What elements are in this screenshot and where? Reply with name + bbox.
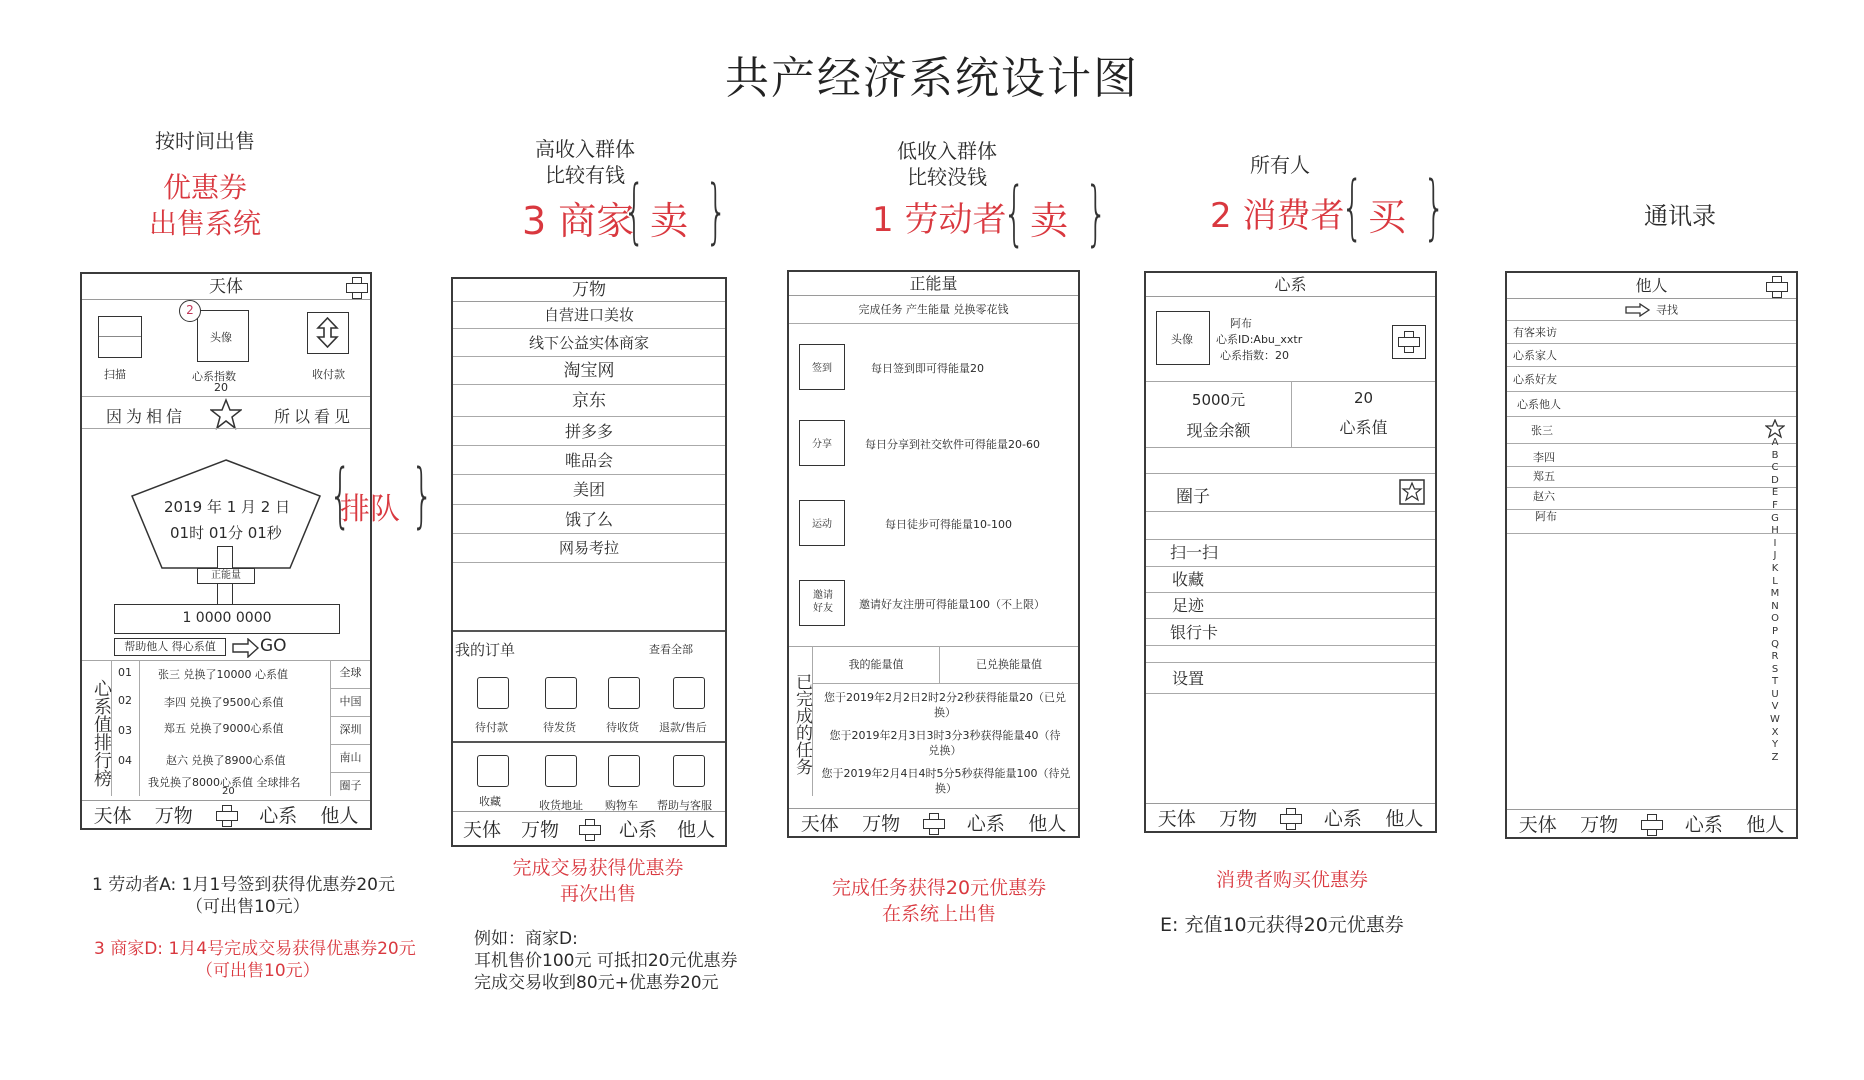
index-letter[interactable]: M (1770, 588, 1780, 600)
leaderboard-title: 心系值排行榜 (82, 660, 112, 796)
tab-wanwu[interactable]: 万物 (862, 813, 901, 835)
refund-icon[interactable] (673, 677, 705, 709)
scope-tab-global[interactable]: 全球 (339, 666, 362, 679)
annotation-laborer-a-note: （可出售10元） (186, 897, 310, 917)
task-desc: 每日签到即可得能量20 (871, 362, 984, 375)
col1-header: 按时间出售 (155, 129, 255, 153)
group-visitors[interactable]: 有客来访 (1507, 321, 1796, 344)
store-item[interactable]: 淘宝网 (453, 357, 725, 385)
index-letter[interactable]: O (1771, 613, 1779, 625)
panel-title: 天体 (82, 274, 370, 300)
payment-icon[interactable] (307, 312, 349, 354)
tab-xinxi[interactable]: 心系 (1684, 814, 1723, 836)
task-icon-label: 邀请好友 (813, 590, 833, 614)
add-tab-icon[interactable] (1280, 808, 1300, 828)
tab-wanwu[interactable]: 万物 (154, 805, 193, 827)
profile-menu (1146, 539, 1435, 694)
store-item[interactable]: 京东 (453, 385, 725, 417)
annotation-resell-2: 再次出售 (559, 883, 636, 905)
leaderboard-entry: 赵六 兑换了8900心系值 (166, 754, 286, 767)
index-letter[interactable]: F (1772, 499, 1778, 511)
col2-role (522, 190, 634, 245)
bottom-tabbar (789, 808, 1078, 836)
tab-tianti[interactable]: 天体 (1518, 814, 1557, 836)
col5-header: 通讯录 (1644, 202, 1716, 230)
brace-left: { (329, 454, 352, 536)
phone-others (1505, 271, 1798, 839)
index-letter[interactable]: E (1771, 487, 1779, 499)
service-label: 收藏 (479, 795, 501, 808)
star-icon[interactable] (210, 398, 242, 430)
annotation-consumer-e: E: 充值10元获得20元优惠券 (1160, 914, 1404, 936)
index-letter[interactable]: V (1771, 701, 1779, 713)
col2-header-2: 比较有钱 (545, 163, 625, 187)
col4-action: 买 (1368, 195, 1407, 239)
col3-header-1: 低收入群体 (897, 139, 997, 163)
contact-list (1507, 417, 1796, 534)
tab-wanwu[interactable]: 万物 (1219, 808, 1258, 830)
menu-favorites[interactable]: 收藏 (1146, 567, 1435, 593)
index-letter[interactable]: U (1771, 688, 1779, 700)
bottom-tabbar (453, 811, 725, 845)
scope-tab-circle[interactable]: 圈子 (331, 772, 370, 796)
index-letter[interactable]: D (1771, 474, 1779, 486)
scope-tab-china[interactable]: 中国 (331, 688, 370, 716)
col4-role (1210, 188, 1344, 237)
energy-record: 您于2019年2月2日2时2分2秒获得能量20（已兑换） (824, 691, 1066, 719)
role-number: 3 (522, 199, 547, 243)
menu-footprints[interactable]: 足迹 (1146, 593, 1435, 619)
phone-xinxi (1144, 271, 1437, 833)
add-tab-icon[interactable] (1641, 814, 1661, 834)
index-letter[interactable]: P (1771, 625, 1779, 637)
pending-payment-icon[interactable] (477, 677, 509, 709)
task-icon-label: 分享 (812, 439, 832, 450)
avatar-label: 头像 (1171, 333, 1193, 346)
brace-right: } (1423, 166, 1446, 248)
energy-counter: 1 0000 0000 (114, 604, 340, 634)
tab-xinxi[interactable]: 心系 (618, 819, 657, 841)
annotation-example-1: 例如：商家D: (474, 929, 578, 949)
add-contact-icon[interactable] (1766, 276, 1786, 300)
energy-record: 您于2019年2月3日3时3分3秒获得能量40（待兑换） (829, 729, 1061, 757)
index-letter[interactable]: Z (1771, 751, 1779, 763)
address-icon[interactable] (545, 755, 577, 787)
tab-wanwu[interactable]: 万物 (1580, 814, 1619, 836)
index-letter[interactable]: N (1771, 600, 1779, 612)
phone-wanwu (451, 277, 727, 847)
service-label: 收货地址 (539, 799, 583, 812)
heart-value: 20 (1353, 389, 1374, 407)
tab-xinxi[interactable]: 心系 (259, 805, 298, 827)
help-others-button[interactable]: 帮助他人 得心系值 (114, 638, 226, 656)
col3-action: 卖 (1030, 199, 1069, 243)
go-label[interactable]: GO (260, 636, 287, 656)
leaderboard-entry: 李四 兑换了9500心系值 (164, 696, 284, 709)
tab-xinxi[interactable]: 心系 (966, 813, 1005, 835)
store-item[interactable]: 拼多多 (453, 417, 725, 446)
index-letter[interactable]: J (1773, 550, 1777, 562)
energy-record: 您于2019年2月4日4时5分5秒获得能量100（待兑换） (821, 767, 1071, 795)
circle-label: 圈子 (1176, 487, 1210, 507)
leaderboard-entry: 郑五 兑换了9000心系值 (164, 722, 284, 735)
scope-tabs (330, 660, 370, 796)
annotation-task-1: 完成任务获得20元优惠券 (831, 877, 1047, 899)
scan-icon[interactable] (98, 316, 142, 358)
rank-number: 02 (118, 694, 132, 707)
index-letter[interactable]: G (1771, 512, 1779, 524)
panel-title: 万物 (453, 279, 725, 302)
heart-label: 心系值 (1339, 418, 1388, 437)
brace-left: { (1003, 172, 1026, 254)
task-desc: 每日分享到社交软件可得能量20-60 (865, 438, 1040, 451)
heart-value-cell[interactable] (1292, 381, 1435, 447)
role-number: 1 (872, 200, 894, 240)
up-down-arrow-icon (308, 313, 347, 352)
store-list (453, 302, 725, 563)
index-letter[interactable]: R (1771, 651, 1779, 663)
orders-title: 我的订单 (455, 641, 516, 659)
avatar[interactable] (1156, 311, 1210, 365)
tab-taren[interactable]: 他人 (320, 805, 359, 827)
tab-wanwu[interactable]: 万物 (520, 819, 559, 841)
add-icon[interactable] (346, 277, 366, 301)
group-friends[interactable]: 心系好友 (1507, 367, 1796, 392)
index-letter[interactable]: Y (1771, 739, 1779, 751)
scope-tab-nanshan[interactable]: 南山 (331, 744, 370, 772)
store-item[interactable]: 唯品会 (453, 446, 725, 475)
annotation-example-3: 完成交易收到80元+优惠券20元 (474, 973, 719, 993)
pending-receipt-icon[interactable] (608, 677, 640, 709)
pending-shipment-icon[interactable] (545, 677, 577, 709)
annotation-example-2: 耳机售价100元 可抵扣20元优惠券 (474, 951, 738, 971)
scope-tab-shenzhen[interactable]: 深圳 (331, 716, 370, 744)
contact-item[interactable]: 阿布 (1507, 510, 1796, 534)
order-label: 待发货 (543, 721, 576, 734)
heart-index-label: 心系指数 (192, 370, 236, 383)
view-all-orders-link[interactable]: 查看全部 (649, 643, 693, 656)
exchanged-energy-column[interactable]: 已兑换能量值 (940, 646, 1078, 684)
alphabet-index[interactable] (1767, 437, 1783, 764)
phone-tianti (80, 272, 372, 830)
order-label: 待收货 (606, 721, 639, 734)
scan-label: 扫描 (104, 368, 126, 381)
bottom-tabbar (1507, 809, 1796, 837)
col1-red-header-1: 优惠券 (162, 171, 247, 204)
col4-header: 所有人 (1250, 153, 1310, 177)
index-letter[interactable]: C (1771, 462, 1779, 474)
tab-taren[interactable]: 他人 (1028, 813, 1067, 835)
contact-item[interactable]: 张三 (1507, 417, 1796, 444)
tab-tianti[interactable]: 天体 (462, 819, 501, 841)
rank-number: 03 (118, 724, 132, 737)
role-name: 商家 (558, 199, 635, 243)
rank-number: 01 (118, 666, 132, 679)
slogan-right: 所以看见 (274, 407, 355, 426)
index-letter[interactable]: L (1772, 575, 1778, 587)
diagram-title: 共产经济系统设计图 (725, 53, 1139, 104)
leaderboard-entry: 张三 兑换了10000 心系值 (158, 668, 288, 681)
contact-item[interactable]: 郑五 (1507, 467, 1796, 488)
group-others[interactable]: 心系他人 (1507, 392, 1796, 417)
role-name: 消费者 (1242, 196, 1345, 236)
add-tab-icon[interactable] (216, 805, 236, 825)
search-label: 寻找 (1656, 303, 1679, 317)
col2-action: 卖 (650, 199, 689, 243)
group-list (1507, 321, 1796, 417)
bottom-tabbar (82, 800, 370, 828)
tab-tianti[interactable]: 天体 (1157, 808, 1196, 830)
countdown-time: 01时 01分 01秒 (170, 524, 282, 542)
panel-title: 心系 (1146, 273, 1435, 297)
annotation-laborer-a: 1 劳动者A: 1月1号签到获得优惠券20元 (92, 875, 395, 895)
favorites-star-icon[interactable] (1765, 419, 1785, 439)
brace-right: } (1085, 172, 1108, 254)
tab-taren[interactable]: 他人 (676, 819, 715, 841)
search-row[interactable] (1507, 299, 1796, 321)
panel-subtitle: 完成任务 产生能量 兑换零花钱 (789, 296, 1078, 324)
user-id: 心系ID:Abu_xxtr (1216, 333, 1303, 346)
my-energy-column[interactable]: 我的能量值 (813, 646, 940, 684)
panel-title: 他人 (1507, 273, 1796, 299)
my-rank: 我兑换了8000心系值 全球排名 (148, 776, 301, 789)
circle-row[interactable] (1146, 473, 1435, 511)
store-item[interactable]: 自营进口美妆 (453, 302, 725, 329)
share-icon[interactable] (799, 420, 845, 466)
help-service-icon[interactable] (673, 755, 705, 787)
col2-header-1: 高收入群体 (535, 137, 635, 161)
annotation-task-2: 在系统上出售 (881, 903, 996, 925)
add-tab-icon[interactable] (579, 819, 599, 839)
bottom-tabbar (1146, 803, 1435, 831)
rank-number: 04 (118, 754, 132, 767)
store-item[interactable]: 网易考拉 (453, 534, 725, 563)
tab-tianti[interactable]: 天体 (800, 813, 839, 835)
order-label: 退款/售后 (659, 721, 707, 734)
notification-badge[interactable]: 2 (179, 300, 201, 322)
store-item[interactable]: 线下公益实体商家 (453, 329, 725, 357)
tab-xinxi[interactable]: 心系 (1323, 808, 1362, 830)
user-name: 阿布 (1230, 317, 1252, 330)
store-item[interactable]: 美团 (453, 475, 725, 505)
checkin-icon[interactable] (799, 344, 845, 390)
col3-header-2: 比较没钱 (907, 165, 987, 189)
add-friend-icon[interactable] (1392, 325, 1426, 359)
index-letter[interactable]: X (1771, 726, 1779, 738)
annotation-merchant-d-note: （可出售10元） (196, 961, 320, 981)
panel-title: 正能量 (789, 272, 1078, 296)
role-name: 劳动者 (904, 200, 1007, 240)
favorites-icon[interactable] (477, 755, 509, 787)
task-icon-label: 运动 (812, 519, 832, 530)
contact-item[interactable]: 赵六 (1507, 488, 1796, 510)
task-desc: 每日徒步可得能量10-100 (885, 518, 1012, 531)
brace-right: } (705, 170, 728, 252)
brace-right: } (411, 454, 434, 536)
arrow-right-icon (1625, 303, 1651, 317)
menu-scan[interactable]: 扫一扫 (1146, 539, 1435, 567)
annotation-merchant-d: 3 商家D: 1月4号完成交易获得优惠券20元 (94, 939, 416, 959)
user-heart-index: 心系指数：20 (1220, 349, 1289, 362)
brace-left: { (1341, 166, 1364, 248)
index-letter[interactable]: A (1771, 437, 1779, 448)
index-letter[interactable]: I (1773, 537, 1777, 549)
group-family[interactable]: 心系家人 (1507, 344, 1796, 367)
completed-tasks-label: 已完成的任务 (789, 646, 813, 796)
service-label: 购物车 (605, 799, 638, 812)
role-number: 2 (1210, 196, 1232, 236)
energy-label: 正能量 (197, 568, 255, 584)
add-tab-icon[interactable] (923, 813, 943, 833)
circle-star-icon (1399, 479, 1425, 505)
col3-role (872, 192, 1006, 241)
annotation-resell-1: 完成交易获得优惠券 (512, 857, 684, 879)
slogan-left: 因为相信 (106, 407, 187, 426)
invite-friend-icon[interactable] (799, 580, 845, 626)
queue-annotation: 排队 (340, 492, 400, 527)
my-rank-value: 20 (222, 786, 235, 797)
payment-label: 收付款 (312, 368, 345, 381)
store-item[interactable]: 饿了么 (453, 505, 725, 534)
task-desc: 邀请好友注册可得能量100（不上限） (859, 598, 1045, 611)
countdown-date: 2019 年 1 月 2 日 (164, 498, 291, 516)
annotation-consumer: 消费者购买优惠券 (1215, 869, 1368, 891)
cash-label: 现金余额 (1186, 421, 1251, 440)
phone-energy (787, 270, 1080, 838)
avatar-label: 头像 (210, 331, 232, 344)
go-arrow-icon[interactable] (232, 638, 260, 658)
tab-taren[interactable]: 他人 (1746, 814, 1785, 836)
contact-item[interactable]: 李四 (1507, 444, 1796, 467)
index-letter[interactable]: S (1771, 663, 1779, 675)
index-letter[interactable]: Q (1771, 638, 1779, 650)
menu-bank-card[interactable]: 银行卡 (1146, 619, 1435, 646)
index-letter[interactable]: H (1771, 525, 1779, 537)
tab-taren[interactable]: 他人 (1385, 808, 1424, 830)
service-label: 帮助与客服 (657, 799, 712, 812)
index-letter[interactable]: W (1770, 714, 1780, 726)
cash-value: 5000元 (1191, 391, 1246, 409)
index-letter[interactable]: B (1771, 449, 1779, 461)
cash-balance-cell[interactable] (1146, 381, 1292, 447)
cart-icon[interactable] (608, 755, 640, 787)
menu-settings[interactable]: 设置 (1146, 663, 1435, 694)
col1-red-header-2: 出售系统 (148, 207, 261, 240)
exercise-icon[interactable] (799, 500, 845, 546)
index-letter[interactable]: T (1771, 676, 1779, 688)
order-label: 待付款 (475, 721, 508, 734)
heart-index-value: 20 (214, 381, 228, 394)
index-letter[interactable]: K (1771, 562, 1779, 574)
tab-tianti[interactable]: 天体 (93, 805, 132, 827)
task-icon-label: 签到 (812, 363, 832, 374)
brace-left: { (623, 170, 646, 252)
avatar[interactable] (197, 310, 249, 362)
